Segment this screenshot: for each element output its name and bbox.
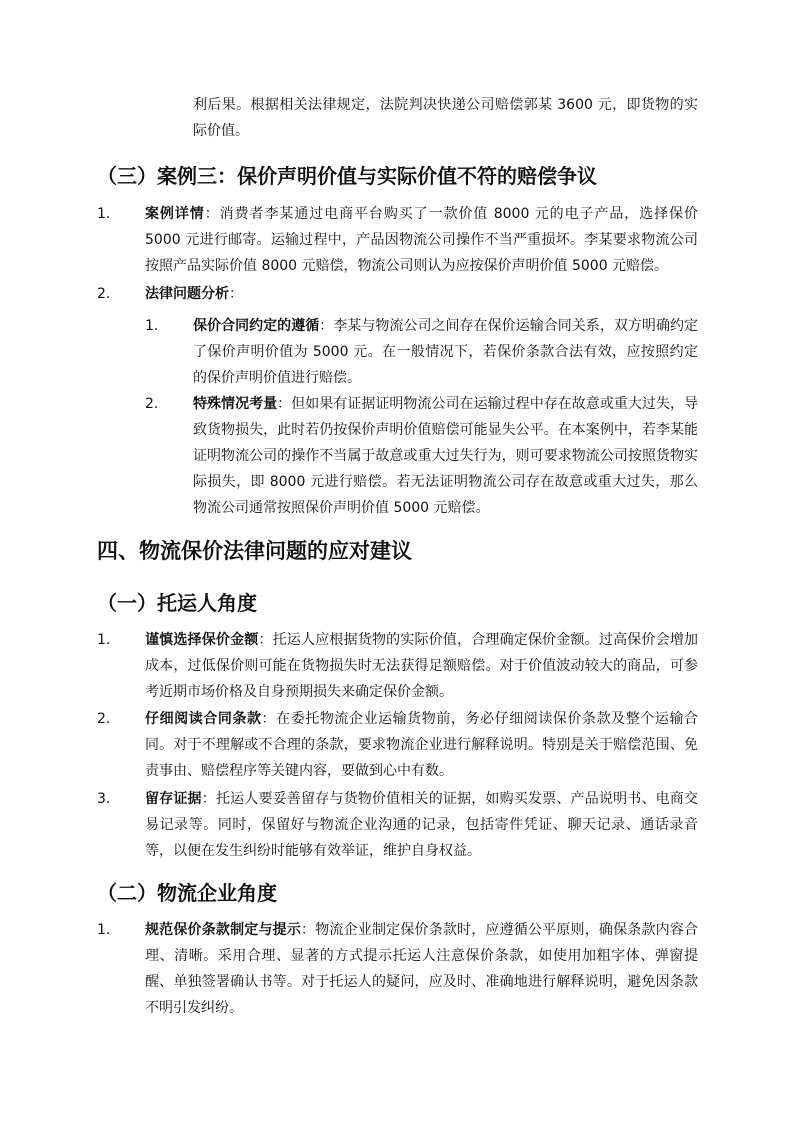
case3-heading: （三）案例三：保价声明价值与实际价值不符的赔偿争议: [97, 164, 597, 188]
item-label: 保价合同约定的遵循: [193, 318, 320, 334]
shipper-item-contract: 仔细阅读合同条款：在委托物流企业运输货物前，务必仔细阅读保价条款及整个运输合同。对于不理解或不合理的条款，要求物流企业进行解释说明。特别是关于赔偿范围、免责事由、赔偿程序等关键内容，要做到心中有数。: [145, 711, 699, 779]
list-number: 2.: [145, 396, 159, 412]
item-text: 在委托物流企业运输货物前，务必仔细阅读保价条款及整个运输合同。对于不理解或不合理的条款，要求物流企业进行解释说明。特别是关于赔偿范围、免责事由、赔偿程序等关键内容，要做到心中有数。: [145, 711, 699, 779]
item-label: 留存证据: [145, 791, 202, 807]
item-label: 规范保价条款制定与提示: [145, 922, 302, 938]
case3-item-details: 案例详情：消费者李某通过电商平台购买了一款价值 8000 元的电子产品，选择保价 5000 元进行邮寄。运输过程中，产品因物流公司操作不当严重损坏。李某要求物流公司按照产品实际价值 8000 元赔偿，物流公司则认为应按保价声明价值 5000 元赔偿。: [145, 206, 699, 274]
shipper-item-amount: 谨慎选择保价金额：托运人应根据货物的实际价值，合理确定保价金额。过高保价会增加成本，过低保价则可能在货物损失时无法获得足额赔偿。对于价值波动较大的商品，可参考近期市场价格及自身预期损失来确定保价金额。: [145, 632, 699, 700]
shipper-heading: （一）托运人角度: [97, 591, 257, 615]
item-label: 仔细阅读合同条款: [145, 711, 262, 727]
list-number: 1.: [97, 206, 111, 222]
list-number: 1.: [97, 632, 111, 648]
item-text: 物流企业制定保价条款时，应遵循公平原则，确保条款内容合理、清晰。采用合理、显著的方式提示托运人注意保价条款，如使用加粗字体、弹窗提醒、单独签署确认书等。对于托运人的疑问，应及时、准确地进行解释说明，避免因条款不明引发纠纷。: [145, 922, 699, 1016]
item-text: 李某与物流公司之间存在保价运输合同关系，双方明确约定了保价声明价值为 5000 元。在一般情况下，若保价条款合法有效，应按照约定的保价声明价值进行赔偿。: [193, 318, 699, 386]
subitem-special: 特殊情况考量：但如果有证据证明物流公司在运输过程中存在故意或重大过失，导致货物损失，此时若仍按保价声明价值赔偿可能显失公平。在本案例中，若李某能证明物流公司的操作不当属于故意或重大过失行为，则可要求物流公司按照货物实际损失，即 8000 元进行赔偿。若无法证明物流公司存在故意或重大过失，那么物流公司通常按照保价声明价值 5000 元赔偿。: [193, 396, 699, 516]
item-label: 法律问题分析: [145, 286, 229, 302]
shipper-item-evidence: 留存证据：托运人要妥善留存与货物价值相关的证据，如购买发票、产品说明书、电商交易记录等。同时，保留好与物流企业沟通的记录，包括寄件凭证、聊天记录、通话录音等，以便在发生纠纷时能够有效举证，维护自身权益。: [145, 791, 699, 859]
list-number: 3.: [97, 791, 111, 807]
intro-paragraph: 利后果。根据相关法律规定，法院判决快递公司赔偿郭某 3600 元，即货物的实际价值。: [193, 97, 698, 139]
section4-heading: 四、物流保价法律问题的应对建议: [97, 539, 412, 563]
subitem-contract: 保价合同约定的遵循：李某与物流公司之间存在保价运输合同关系，双方明确约定了保价声明价值为 5000 元。在一般情况下，若保价条款合法有效，应按照约定的保价声明价值进行赔偿。: [193, 318, 699, 386]
logistics-item-terms: 规范保价条款制定与提示：物流企业制定保价条款时，应遵循公平原则，确保条款内容合理、清晰。采用合理、显著的方式提示托运人注意保价条款，如使用加粗字体、弹窗提醒、单独签署确认书等。对于托运人的疑问，应及时、准确地进行解释说明，避免因条款不明引发纠纷。: [145, 922, 699, 1016]
list-number: 1.: [145, 318, 159, 334]
logistics-heading: （二）物流企业角度: [97, 881, 277, 905]
case3-item-analysis: 法律问题分析：: [145, 286, 243, 302]
item-label: 案例详情: [145, 206, 205, 222]
item-text: 但如果有证据证明物流公司在运输过程中存在故意或重大过失，导致货物损失，此时若仍按保价声明价值赔偿可能显失公平。在本案例中，若李某能证明物流公司的操作不当属于故意或重大过失行为，则可要求物流公司按照货物实际损失，即 8000 元进行赔偿。若无法证明物流公司存在故意或重大过失，那么物流公司通常按照保价声明价值 5000 元赔偿。: [193, 396, 699, 516]
item-label: 特殊情况考量: [193, 396, 278, 412]
list-number: 1.: [97, 922, 111, 938]
item-label: 谨慎选择保价金额: [145, 632, 259, 648]
item-text: 消费者李某通过电商平台购买了一款价值 8000 元的电子产品，选择保价 5000 元进行邮寄。运输过程中，产品因物流公司操作不当严重损坏。李某要求物流公司按照产品实际价值 8000 元赔偿，物流公司则认为应按保价声明价值 5000 元赔偿。: [145, 206, 699, 274]
list-number: 2.: [97, 286, 111, 302]
item-text: 托运人要妥善留存与货物价值相关的证据，如购买发票、产品说明书、电商交易记录等。同时，保留好与物流企业沟通的记录，包括寄件凭证、聊天记录、通话录音等，以便在发生纠纷时能够有效举证，维护自身权益。: [145, 791, 699, 859]
item-text: 托运人应根据货物的实际价值，合理确定保价金额。过高保价会增加成本，过低保价则可能在货物损失时无法获得足额赔偿。对于价值波动较大的商品，可参考近期市场价格及自身预期损失来确定保价金额。: [145, 632, 699, 700]
list-number: 2.: [97, 711, 111, 727]
